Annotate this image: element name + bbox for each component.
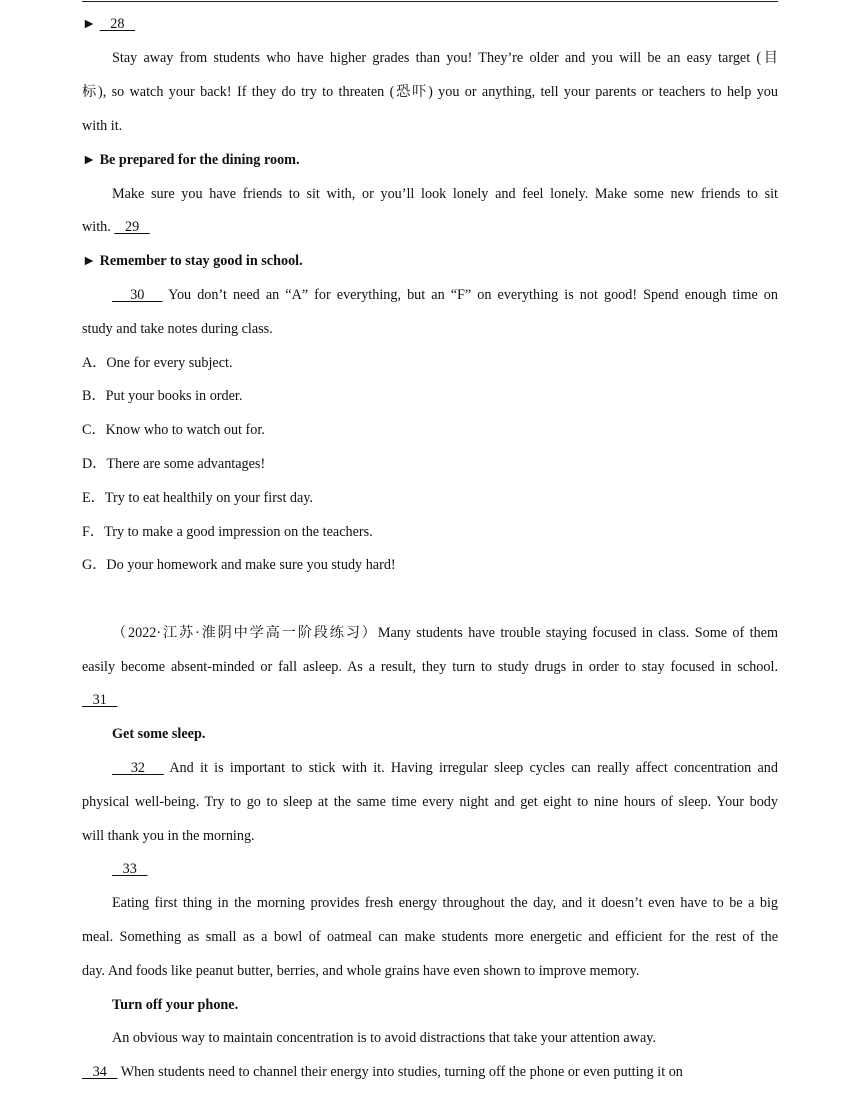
blank-28: 28 (99, 16, 136, 32)
section-heading-sleep: Get some sleep. (112, 726, 206, 742)
blank-30: 30 (112, 287, 163, 303)
option-c: C．Know who to watch out for. (82, 422, 265, 438)
text-span: When students need to channel their energy into studies, turning off the phone or even putting it on (117, 1064, 683, 1080)
blank-34: 34 (82, 1064, 118, 1080)
blank-33-line (112, 859, 778, 879)
paragraph-line: Eating first thing in the morning provides fresh energy throughout the day, and it doesn’t even have to be a big (112, 895, 778, 911)
option-a: A．One for every subject. (82, 355, 233, 371)
paragraph-line (82, 1062, 778, 1082)
option-b: B．Put your books in order. (82, 388, 243, 404)
paragraph-line: Make sure you have friends to sit with, or you’ll look lonely and feel lonely. Make some new friends to sit (112, 186, 778, 202)
paragraph-line (82, 217, 778, 237)
paragraph-line: will thank you in the morning. (82, 828, 255, 844)
paragraph-line (112, 758, 778, 778)
paragraph-line: Stay away from students who have higher grades than you! They’re older and you will be an easy target (目 (112, 50, 778, 66)
section-heading-school: ► Remember to stay good in school. (82, 253, 303, 269)
paragraph-line: （2022·江苏·淮阴中学高一阶段练习）Many students have trouble staying focused in class. Some of them (112, 625, 778, 641)
bullet-arrow: ► (82, 16, 100, 32)
blank-31: 31 (82, 692, 118, 708)
section-heading-dining: ► Be prepared for the dining room. (82, 152, 300, 168)
blank-31-line (82, 690, 778, 710)
paragraph-line (112, 285, 778, 305)
text-span: And it is important to stick with it. Having irregular sleep cycles can really affect concentration and (163, 760, 778, 776)
option-f: F．Try to make a good impression on the teachers. (82, 524, 373, 540)
option-e: E．Try to eat healthily on your first day. (82, 490, 314, 506)
option-g: G．Do your homework and make sure you study hard! (82, 557, 396, 573)
section-heading-phone: Turn off your phone. (112, 997, 239, 1013)
paragraph-line: easily become absent-minded or fall asleep. As a result, they turn to study drugs in order to stay focused in school. (82, 659, 778, 675)
option-d: D．There are some advantages! (82, 456, 266, 472)
blank-28-line (82, 14, 778, 34)
paragraph-line: day. And foods like peanut butter, berries, and whole grains have even shown to improve memory. (82, 963, 640, 979)
paragraph-line: 标), so watch your back! If they do try to threaten (恐吓) you or anything, tell your parents or teachers to help you (82, 84, 778, 100)
blank-32: 32 (112, 760, 164, 776)
top-rule (82, 1, 778, 2)
blank-29: 29 (114, 219, 150, 235)
paragraph-line: physical well-being. Try to go to sleep at the same time every night and get eight to nine hours of sleep. Your body (82, 794, 778, 810)
text-span: You don’t need an “A” for everything, but an “F” on everything is not good! Spend enough time on (162, 287, 778, 303)
blank-33: 33 (112, 861, 148, 877)
paragraph-line: An obvious way to maintain concentration is to avoid distractions that take your attention away. (112, 1030, 656, 1046)
paragraph-line: meal. Something as small as a bowl of oatmeal can make students more energetic and efficient for the rest of the (82, 929, 778, 945)
paragraph-line: with it. (82, 118, 123, 134)
text-span: with. (82, 219, 115, 235)
paragraph-line: study and take notes during class. (82, 321, 273, 337)
